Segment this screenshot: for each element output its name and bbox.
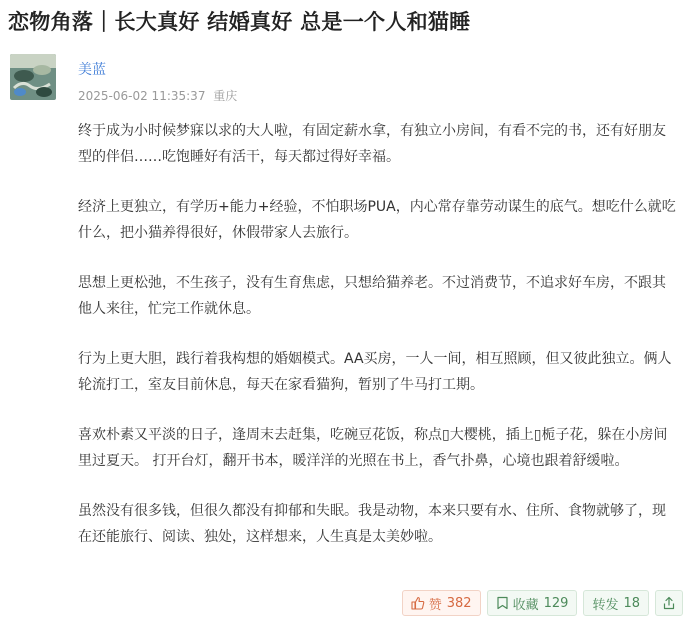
post-location: 重庆 [213, 89, 238, 103]
share-out-icon [662, 596, 676, 610]
post-body [78, 118, 678, 574]
paragraph: 思想上更松弛，不生孩子，没有生育焦虑，只想给猫养老。不过消费节，不追求好车房，不跟其他人来往，忙完工作就休息。 [78, 275, 666, 317]
like-button[interactable] [402, 590, 481, 616]
favorite-label: 收藏 [512, 597, 539, 613]
like-label: 赞 [428, 597, 442, 613]
share-label: 转发 [592, 597, 619, 613]
paragraph: 行为上更大胆，践行着我构想的婚姻模式。AA买房，一人一间，相互照顾，但又彼此独立。俩人轮流打工，室友目前休息，每天在家看猫狗，暂别了牛马打工期。 [78, 351, 672, 393]
paragraph: 喜欢朴素又平淡的日子，逢周末去赶集，吃碗豆花饭，称点▯大樱桃，插上▯栀子花，躲在小房间里过夏天。 打开台灯，翻开书本，暖洋洋的光照在书上，香气扑鼻，心境也跟着舒缓啦。 [78, 427, 668, 469]
share-out-button[interactable] [655, 590, 683, 616]
favorite-button[interactable] [487, 590, 578, 616]
post-meta [78, 87, 237, 104]
paragraph: 终于成为小时候梦寐以求的大人啦，有固定薪水拿，有独立小房间，有看不完的书，还有好朋友型的伴侣……吃饱睡好有活干，每天都过得好幸福。 [78, 123, 666, 165]
thumbs-up-icon [411, 596, 425, 610]
paragraph: 虽然没有很多钱，但很久都没有抑郁和失眠。我是动物，本来只要有水、住所、食物就够了，现在还能旅行、阅读、独处，这样想来，人生真是太美妙啦。 [78, 503, 666, 545]
post-datetime: 2025-06-02 11:35:37 [78, 89, 206, 103]
author-name[interactable]: 美蓝 [78, 62, 106, 78]
share-count: 18 [623, 595, 640, 611]
avatar[interactable] [10, 54, 56, 100]
avatar-image [10, 54, 56, 100]
paragraph: 经济上更独立，有学历+能力+经验，不怕职场PUA，内心常存靠劳动谋生的底气。想吃什么就吃什么，把小猫养得很好，休假带家人去旅行。 [78, 199, 676, 241]
post-title: 恋物角落｜长大真好 结婚真好 总是一个人和猫睡 [8, 10, 471, 34]
bookmark-icon [496, 596, 509, 610]
share-button[interactable] [583, 590, 649, 616]
favorite-count: 129 [543, 595, 569, 611]
like-count: 382 [446, 595, 472, 611]
action-bar [402, 590, 683, 616]
